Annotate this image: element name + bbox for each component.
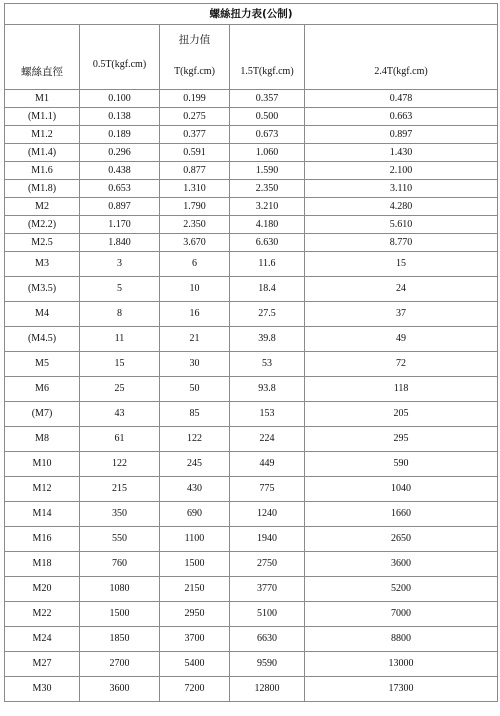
title-row bbox=[5, 4, 498, 25]
table-row bbox=[5, 627, 498, 652]
cell-2.4t: 5.610 bbox=[305, 216, 498, 234]
table-row bbox=[5, 126, 498, 144]
cell-1.5t: 2.350 bbox=[230, 180, 305, 198]
cell-2.4t: 5200 bbox=[305, 577, 498, 602]
cell-t: 1.310 bbox=[160, 180, 230, 198]
cell-t: 85 bbox=[160, 402, 230, 427]
cell-0.5t: 1.840 bbox=[80, 234, 160, 252]
table-row bbox=[5, 527, 498, 552]
cell-t: 430 bbox=[160, 477, 230, 502]
cell-diameter: (M1.4) bbox=[5, 144, 80, 162]
cell-0.5t: 350 bbox=[80, 502, 160, 527]
cell-1.5t: 153 bbox=[230, 402, 305, 427]
cell-diameter: M1 bbox=[5, 90, 80, 108]
cell-t: 50 bbox=[160, 377, 230, 402]
cell-2.4t: 24 bbox=[305, 277, 498, 302]
cell-2.4t: 0.478 bbox=[305, 90, 498, 108]
cell-t: 3.670 bbox=[160, 234, 230, 252]
cell-2.4t: 3600 bbox=[305, 552, 498, 577]
cell-2.4t: 49 bbox=[305, 327, 498, 352]
table-row bbox=[5, 216, 498, 234]
column-header-diameter: 螺絲直徑 bbox=[5, 55, 80, 90]
table-row bbox=[5, 302, 498, 327]
cell-diameter: (M4.5) bbox=[5, 327, 80, 352]
cell-2.4t: 1.430 bbox=[305, 144, 498, 162]
cell-diameter: (M3.5) bbox=[5, 277, 80, 302]
torque-table-body bbox=[5, 4, 498, 702]
table-row bbox=[5, 577, 498, 602]
cell-diameter: M2.5 bbox=[5, 234, 80, 252]
cell-t: 16 bbox=[160, 302, 230, 327]
table-row bbox=[5, 252, 498, 277]
cell-2.4t: 8800 bbox=[305, 627, 498, 652]
cell-diameter: (M1.8) bbox=[5, 180, 80, 198]
cell-2.4t: 118 bbox=[305, 377, 498, 402]
table-row bbox=[5, 552, 498, 577]
cell-1.5t: 3.210 bbox=[230, 198, 305, 216]
cell-t: 30 bbox=[160, 352, 230, 377]
table-row bbox=[5, 502, 498, 527]
table-row bbox=[5, 180, 498, 198]
cell-diameter: M1.2 bbox=[5, 126, 80, 144]
cell-1.5t: 1940 bbox=[230, 527, 305, 552]
cell-0.5t: 760 bbox=[80, 552, 160, 577]
cell-2.4t: 0.663 bbox=[305, 108, 498, 126]
cell-2.4t: 205 bbox=[305, 402, 498, 427]
cell-0.5t: 0.438 bbox=[80, 162, 160, 180]
cell-0.5t: 0.897 bbox=[80, 198, 160, 216]
cell-t: 122 bbox=[160, 427, 230, 452]
cell-diameter: M1.6 bbox=[5, 162, 80, 180]
cell-0.5t: 25 bbox=[80, 377, 160, 402]
table-row bbox=[5, 352, 498, 377]
cell-diameter: M8 bbox=[5, 427, 80, 452]
header-blank-cell bbox=[230, 25, 305, 56]
cell-0.5t: 11 bbox=[80, 327, 160, 352]
cell-t: 0.877 bbox=[160, 162, 230, 180]
cell-0.5t: 1500 bbox=[80, 602, 160, 627]
table-row bbox=[5, 677, 498, 702]
table-title: 螺絲扭力表(公制) bbox=[5, 4, 498, 25]
cell-diameter: M2 bbox=[5, 198, 80, 216]
cell-diameter: M4 bbox=[5, 302, 80, 327]
cell-t: 690 bbox=[160, 502, 230, 527]
cell-0.5t: 215 bbox=[80, 477, 160, 502]
table-row bbox=[5, 198, 498, 216]
cell-t: 6 bbox=[160, 252, 230, 277]
cell-t: 2.350 bbox=[160, 216, 230, 234]
cell-1.5t: 39.8 bbox=[230, 327, 305, 352]
table-row bbox=[5, 327, 498, 352]
table-row bbox=[5, 602, 498, 627]
table-row bbox=[5, 652, 498, 677]
cell-0.5t: 15 bbox=[80, 352, 160, 377]
cell-0.5t: 0.296 bbox=[80, 144, 160, 162]
cell-1.5t: 12800 bbox=[230, 677, 305, 702]
cell-0.5t: 43 bbox=[80, 402, 160, 427]
column-header-t: T(kgf.cm) bbox=[160, 55, 230, 90]
cell-diameter: M20 bbox=[5, 577, 80, 602]
cell-0.5t: 0.100 bbox=[80, 90, 160, 108]
cell-diameter: M3 bbox=[5, 252, 80, 277]
cell-1.5t: 1.060 bbox=[230, 144, 305, 162]
header-row-columns bbox=[5, 55, 498, 90]
cell-0.5t: 3 bbox=[80, 252, 160, 277]
cell-diameter: M5 bbox=[5, 352, 80, 377]
cell-1.5t: 11.6 bbox=[230, 252, 305, 277]
cell-diameter: M6 bbox=[5, 377, 80, 402]
cell-t: 3700 bbox=[160, 627, 230, 652]
cell-1.5t: 0.500 bbox=[230, 108, 305, 126]
cell-t: 1100 bbox=[160, 527, 230, 552]
cell-1.5t: 5100 bbox=[230, 602, 305, 627]
cell-2.4t: 13000 bbox=[305, 652, 498, 677]
cell-2.4t: 3.110 bbox=[305, 180, 498, 198]
header-blank-cell bbox=[80, 25, 160, 56]
cell-diameter: (M1.1) bbox=[5, 108, 80, 126]
cell-2.4t: 2.100 bbox=[305, 162, 498, 180]
table-row bbox=[5, 477, 498, 502]
cell-2.4t: 2650 bbox=[305, 527, 498, 552]
cell-diameter: M27 bbox=[5, 652, 80, 677]
cell-diameter: M24 bbox=[5, 627, 80, 652]
cell-0.5t: 550 bbox=[80, 527, 160, 552]
cell-1.5t: 449 bbox=[230, 452, 305, 477]
cell-2.4t: 17300 bbox=[305, 677, 498, 702]
cell-2.4t: 4.280 bbox=[305, 198, 498, 216]
table-row bbox=[5, 427, 498, 452]
cell-diameter: (M2.2) bbox=[5, 216, 80, 234]
cell-1.5t: 224 bbox=[230, 427, 305, 452]
cell-1.5t: 775 bbox=[230, 477, 305, 502]
cell-0.5t: 8 bbox=[80, 302, 160, 327]
cell-diameter: M12 bbox=[5, 477, 80, 502]
cell-t: 5400 bbox=[160, 652, 230, 677]
cell-2.4t: 7000 bbox=[305, 602, 498, 627]
table-row bbox=[5, 377, 498, 402]
cell-0.5t: 3600 bbox=[80, 677, 160, 702]
cell-t: 1500 bbox=[160, 552, 230, 577]
cell-2.4t: 0.897 bbox=[305, 126, 498, 144]
table-row bbox=[5, 234, 498, 252]
cell-t: 7200 bbox=[160, 677, 230, 702]
cell-0.5t: 0.138 bbox=[80, 108, 160, 126]
cell-t: 10 bbox=[160, 277, 230, 302]
cell-0.5t: 122 bbox=[80, 452, 160, 477]
table-row bbox=[5, 90, 498, 108]
cell-1.5t: 6.630 bbox=[230, 234, 305, 252]
column-header-0.5t: 0.5T(kgf.cm) bbox=[80, 55, 160, 90]
cell-1.5t: 0.673 bbox=[230, 126, 305, 144]
cell-t: 2150 bbox=[160, 577, 230, 602]
table-row bbox=[5, 108, 498, 126]
cell-1.5t: 27.5 bbox=[230, 302, 305, 327]
column-header-1.5t: 1.5T(kgf.cm) bbox=[230, 55, 305, 90]
cell-1.5t: 0.357 bbox=[230, 90, 305, 108]
cell-t: 21 bbox=[160, 327, 230, 352]
cell-t: 1.790 bbox=[160, 198, 230, 216]
table-row bbox=[5, 402, 498, 427]
cell-0.5t: 61 bbox=[80, 427, 160, 452]
table-row bbox=[5, 277, 498, 302]
cell-diameter: (M7) bbox=[5, 402, 80, 427]
torque-table bbox=[4, 3, 498, 702]
table-row bbox=[5, 162, 498, 180]
cell-t: 0.591 bbox=[160, 144, 230, 162]
cell-diameter: M30 bbox=[5, 677, 80, 702]
cell-2.4t: 8.770 bbox=[305, 234, 498, 252]
cell-t: 2950 bbox=[160, 602, 230, 627]
cell-0.5t: 1850 bbox=[80, 627, 160, 652]
cell-diameter: M14 bbox=[5, 502, 80, 527]
cell-2.4t: 295 bbox=[305, 427, 498, 452]
cell-1.5t: 2750 bbox=[230, 552, 305, 577]
cell-1.5t: 18.4 bbox=[230, 277, 305, 302]
column-header-2.4t: 2.4T(kgf.cm) bbox=[305, 55, 498, 90]
header-blank-cell bbox=[5, 25, 80, 56]
cell-2.4t: 590 bbox=[305, 452, 498, 477]
cell-2.4t: 37 bbox=[305, 302, 498, 327]
torque-value-header: 扭力值 bbox=[160, 25, 230, 56]
cell-diameter: M16 bbox=[5, 527, 80, 552]
table-row bbox=[5, 452, 498, 477]
cell-2.4t: 15 bbox=[305, 252, 498, 277]
cell-0.5t: 1080 bbox=[80, 577, 160, 602]
cell-2.4t: 1040 bbox=[305, 477, 498, 502]
cell-diameter: M22 bbox=[5, 602, 80, 627]
cell-diameter: M10 bbox=[5, 452, 80, 477]
cell-diameter: M18 bbox=[5, 552, 80, 577]
cell-1.5t: 53 bbox=[230, 352, 305, 377]
cell-0.5t: 2700 bbox=[80, 652, 160, 677]
cell-t: 0.199 bbox=[160, 90, 230, 108]
cell-1.5t: 3770 bbox=[230, 577, 305, 602]
cell-0.5t: 0.653 bbox=[80, 180, 160, 198]
cell-t: 0.275 bbox=[160, 108, 230, 126]
cell-1.5t: 9590 bbox=[230, 652, 305, 677]
cell-t: 0.377 bbox=[160, 126, 230, 144]
cell-2.4t: 72 bbox=[305, 352, 498, 377]
cell-0.5t: 5 bbox=[80, 277, 160, 302]
cell-1.5t: 1.590 bbox=[230, 162, 305, 180]
cell-1.5t: 4.180 bbox=[230, 216, 305, 234]
cell-1.5t: 93.8 bbox=[230, 377, 305, 402]
cell-0.5t: 0.189 bbox=[80, 126, 160, 144]
table-row bbox=[5, 144, 498, 162]
cell-1.5t: 1240 bbox=[230, 502, 305, 527]
cell-t: 245 bbox=[160, 452, 230, 477]
cell-1.5t: 6630 bbox=[230, 627, 305, 652]
header-row-group bbox=[5, 25, 498, 56]
cell-0.5t: 1.170 bbox=[80, 216, 160, 234]
header-blank-cell bbox=[305, 25, 498, 56]
cell-2.4t: 1660 bbox=[305, 502, 498, 527]
